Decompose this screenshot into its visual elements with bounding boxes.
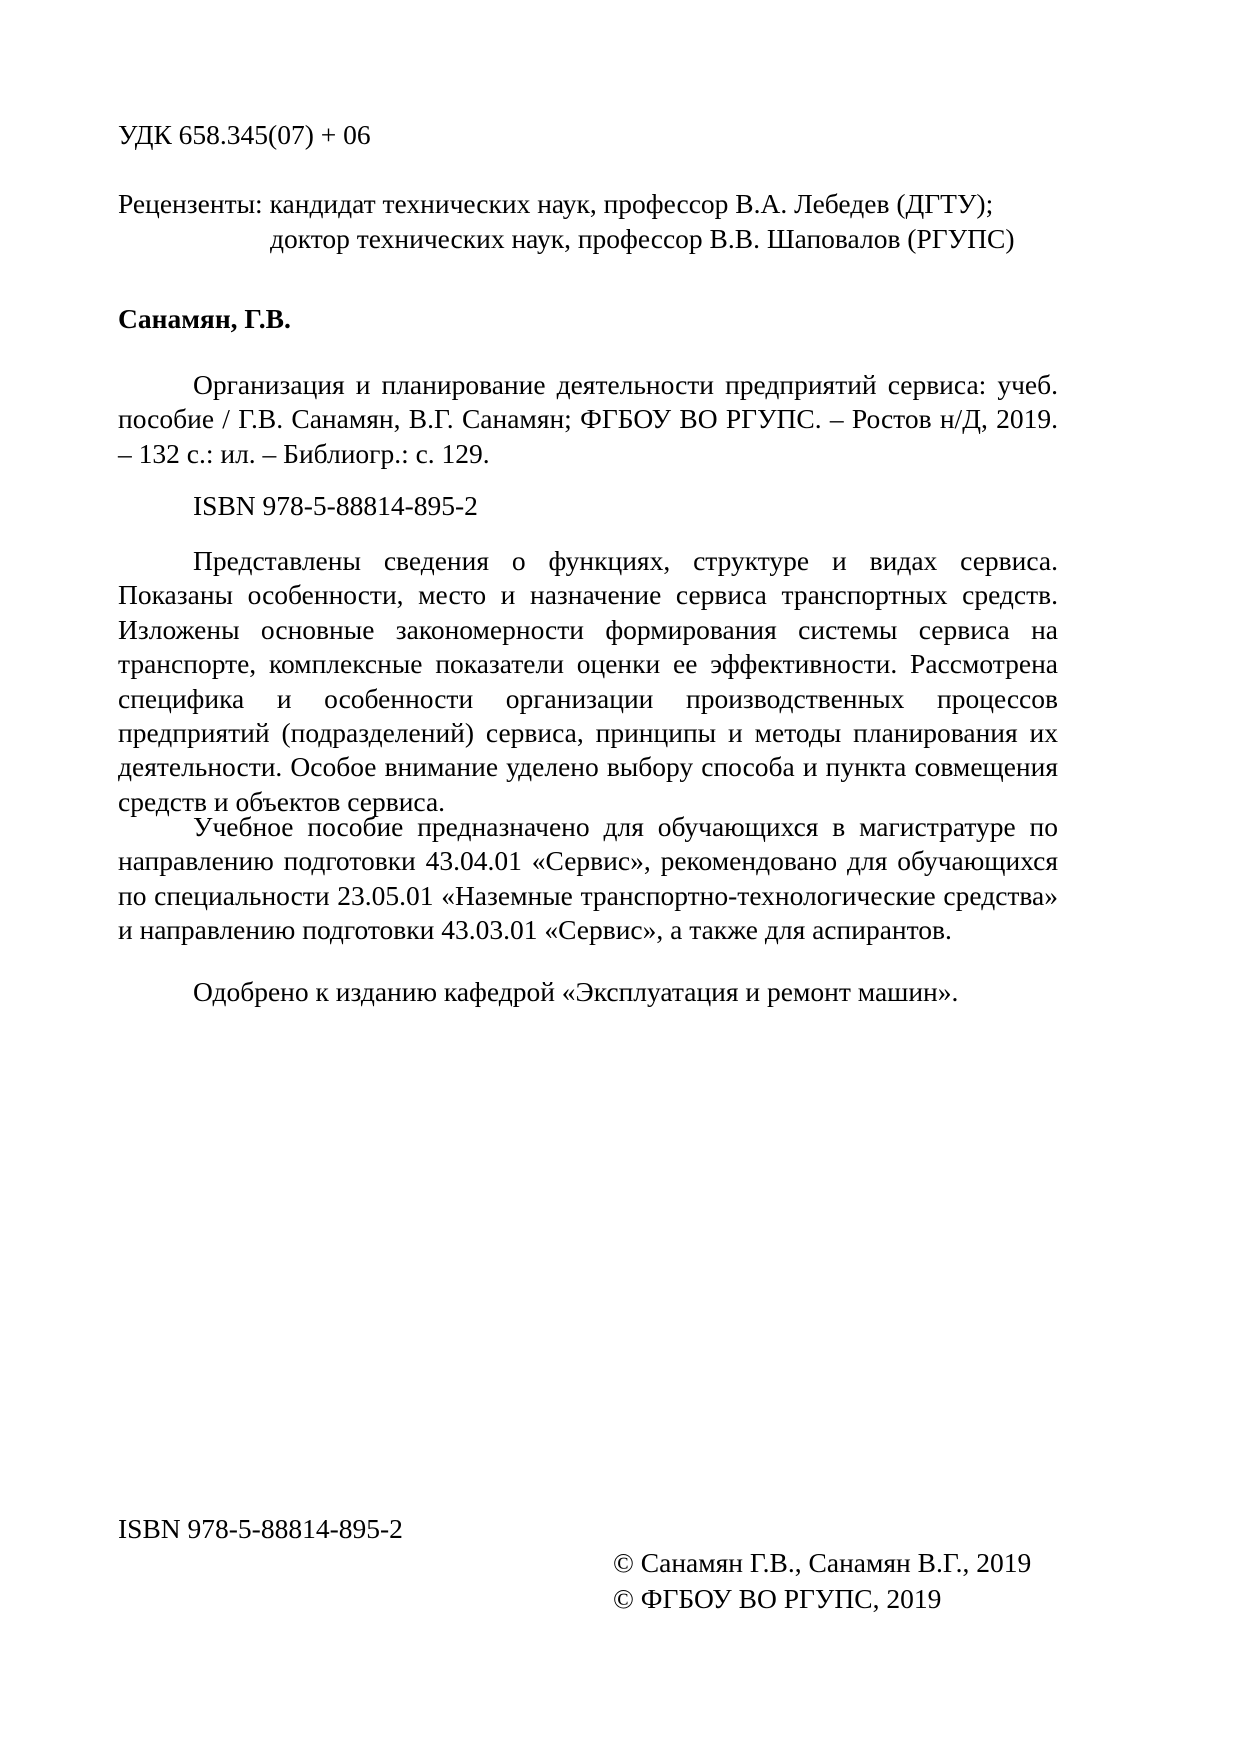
author-heading: Санамян, Г.В. bbox=[118, 303, 291, 334]
approval-note: Одобрено к изданию кафедрой «Эксплуатация и ремонт машин». bbox=[193, 976, 959, 1007]
copyright-authors: © Санамян Г.В., Санамян В.Г., 2019 bbox=[613, 1547, 1032, 1578]
udk-code: УДК 658.345(07) + 06 bbox=[118, 119, 371, 150]
abstract-paragraph-1: Представлены сведения о функциях, структуре и видах сервиса. Показаны особенности, место и назначение сервиса транспортных средств. Изложены основные закономерности формирования системы сервиса на транспорте, комплексные показатели оценки ее эффективности. Рассмотрена специфика и особенности организации производственных процессов предприятий (подразделений) сервиса, принципы и методы планирования их деятельности. Особое внимание уделено выбору способа и пункта совмещения средств и объектов сервиса. bbox=[118, 545, 1058, 817]
reviewers-line-1: Рецензенты: кандидат технических наук, профессор В.А. Лебедев (ДГТУ); bbox=[118, 188, 994, 219]
copyright-university: © ФГБОУ ВО РГУПС, 2019 bbox=[613, 1583, 942, 1614]
isbn-bottom: ISBN 978-5-88814-895-2 bbox=[118, 1513, 403, 1544]
reviewers-line-2: доктор технических наук, профессор В.В. Шаповалов (РГУПС) bbox=[270, 223, 1015, 254]
bibliographic-description: Организация и планирование деятельности предприятий сервиса: учеб. пособие / Г.В. Санамян, В.Г. Санамян; ФГБОУ ВО РГУПС. – Ростов н/Д, 2019. – 132 с.: ил. – Библиогр.: с. 129. bbox=[118, 369, 1058, 469]
isbn-top: ISBN 978-5-88814-895-2 bbox=[193, 490, 478, 521]
abstract-paragraph-2: Учебное пособие предназначено для обучающихся в магистратуре по направлению подготовки 43.04.01 «Сервис», рекомендовано для обучающихся по специальности 23.05.01 «Наземные транспортно-технологические средства» и направлению подготовки 43.03.01 «Сервис», а также для аспирантов. bbox=[118, 811, 1058, 946]
